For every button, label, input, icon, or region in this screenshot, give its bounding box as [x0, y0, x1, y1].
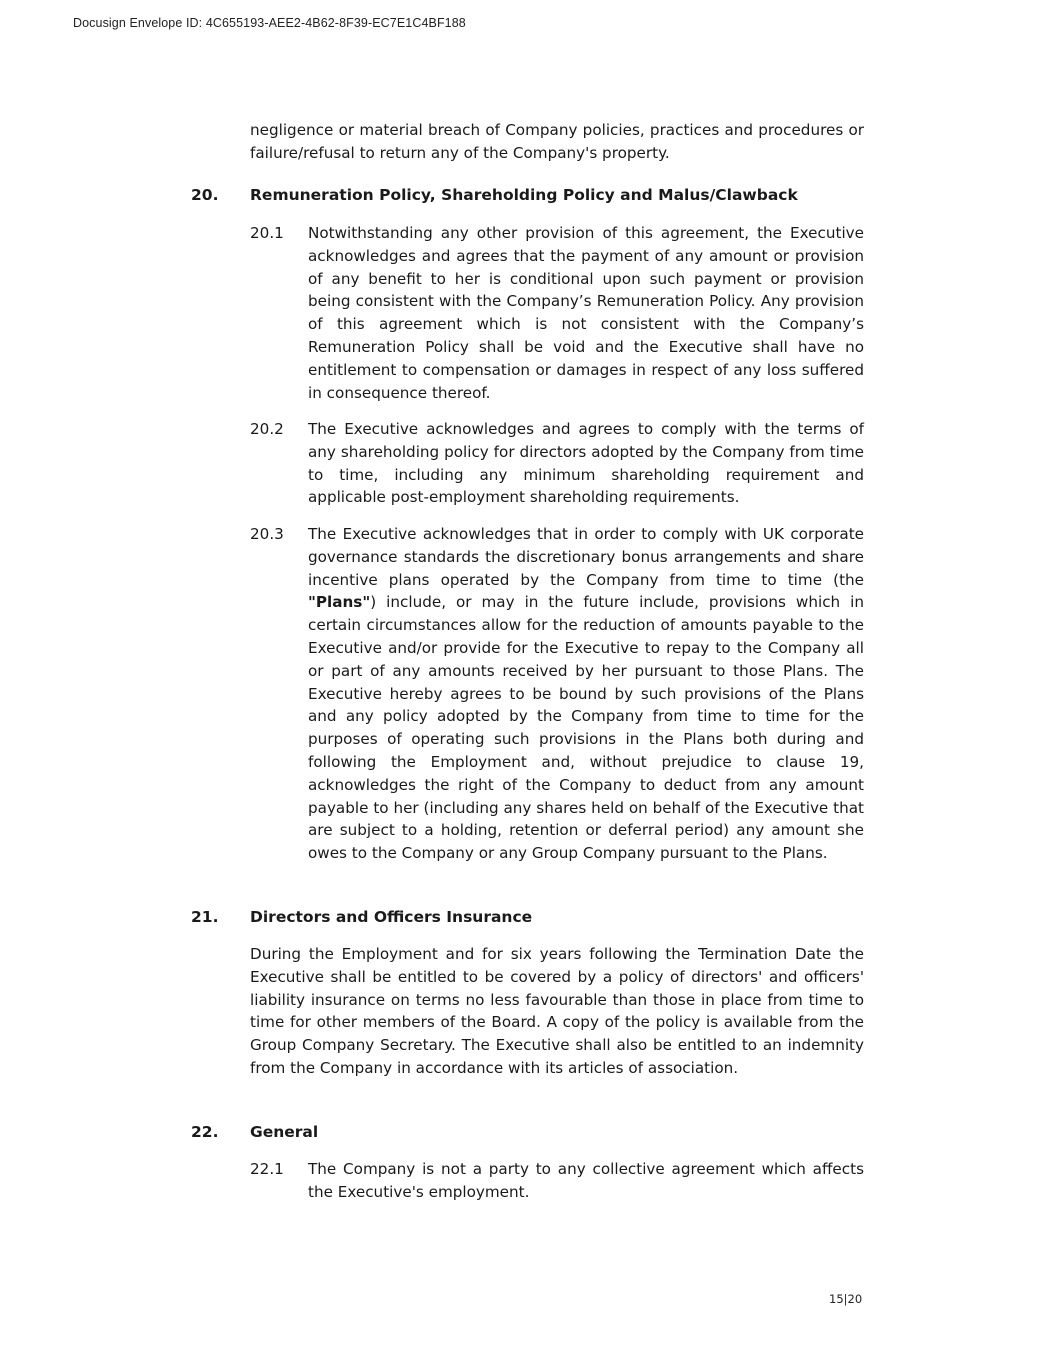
clause-22-1-text: The Company is not a party to any collective agreement which affects the Executive's employment.	[308, 1160, 864, 1201]
clause-20-1-text: Notwithstanding any other provision of this agreement, the Executive acknowledges and agrees that the payment of any amount or provision of any benefit to her is conditional upon such payment or provision being consistent with the Company’s Remuneration Policy. Any provision of this agreement which is not consistent with the Company’s Remuneration Policy shall be void and the Executive shall have no entitlement to compensation or damages in respect of any loss suffered in consequence thereof.	[308, 224, 864, 402]
envelope-id: Docusign Envelope ID: 4C655193-AEE2-4B62-8F39-EC7E1C4BF188	[73, 16, 466, 30]
intro-paragraph: negligence or material breach of Company policies, practices and procedures or failure/refusal to return any of the Company's property.	[250, 121, 864, 162]
clause-number: 20.2	[250, 420, 284, 438]
clause-text-part: The Executive acknowledges that in order to comply with UK corporate governance standards the discretionary bonus arrangements and share incentive plans operated by the Company from time to time (the	[308, 525, 864, 589]
section-number: 20.	[191, 186, 219, 204]
defined-term-plans: "Plans"	[308, 593, 371, 612]
section-21-text: During the Employment and for six years following the Termination Date the Executive shall be entitled to be covered by a policy of directors' and officers' liability insurance on terms no less favourable than those in place from time to time for other members of the Board. A copy of the policy is available from the Group Company Secretary. The Executive shall also be entitled to an indemnity from the Company in accordance with its articles of association.	[250, 945, 864, 1077]
clause-number: 20.3	[250, 525, 284, 543]
page-number: 15|20	[829, 1292, 863, 1306]
clause-number: 20.1	[250, 224, 284, 242]
section-number: 21.	[191, 908, 219, 926]
clause-text-part: ) include, or may in the future include, provisions which in certain circumstances allow for the reduction of amounts payable to the Executive and/or provide for the Executive to repay to the Company all or part of any amounts received by her pursuant to those Plans. The Executive hereby agrees to be bound by such provisions of the Plans and any policy adopted by the Company from time to time for the purposes of operating such provisions in the Plans both during and following the Employment and, without prejudice to clause 19, acknowledges the right of the Company to deduct from any amount payable to her (including any shares held on behalf of the Executive that are subject to a holding, retention or deferral period) any amount she owes to the Company or any Group Company pursuant to the Plans.	[308, 593, 864, 863]
clause-20-3-text	[308, 523, 864, 865]
clause-20-2-text: The Executive acknowledges and agrees to comply with the terms of any shareholding policy for directors adopted by the Company from time to time, including any minimum shareholding requirement and applicable post-employment shareholding requirements.	[308, 420, 864, 507]
section-number: 22.	[191, 1123, 219, 1141]
clause-number: 22.1	[250, 1160, 284, 1178]
section-title: General	[250, 1123, 319, 1141]
section-title: Directors and Officers Insurance	[250, 908, 533, 926]
section-title: Remuneration Policy, Shareholding Policy and Malus/Clawback	[250, 186, 798, 204]
